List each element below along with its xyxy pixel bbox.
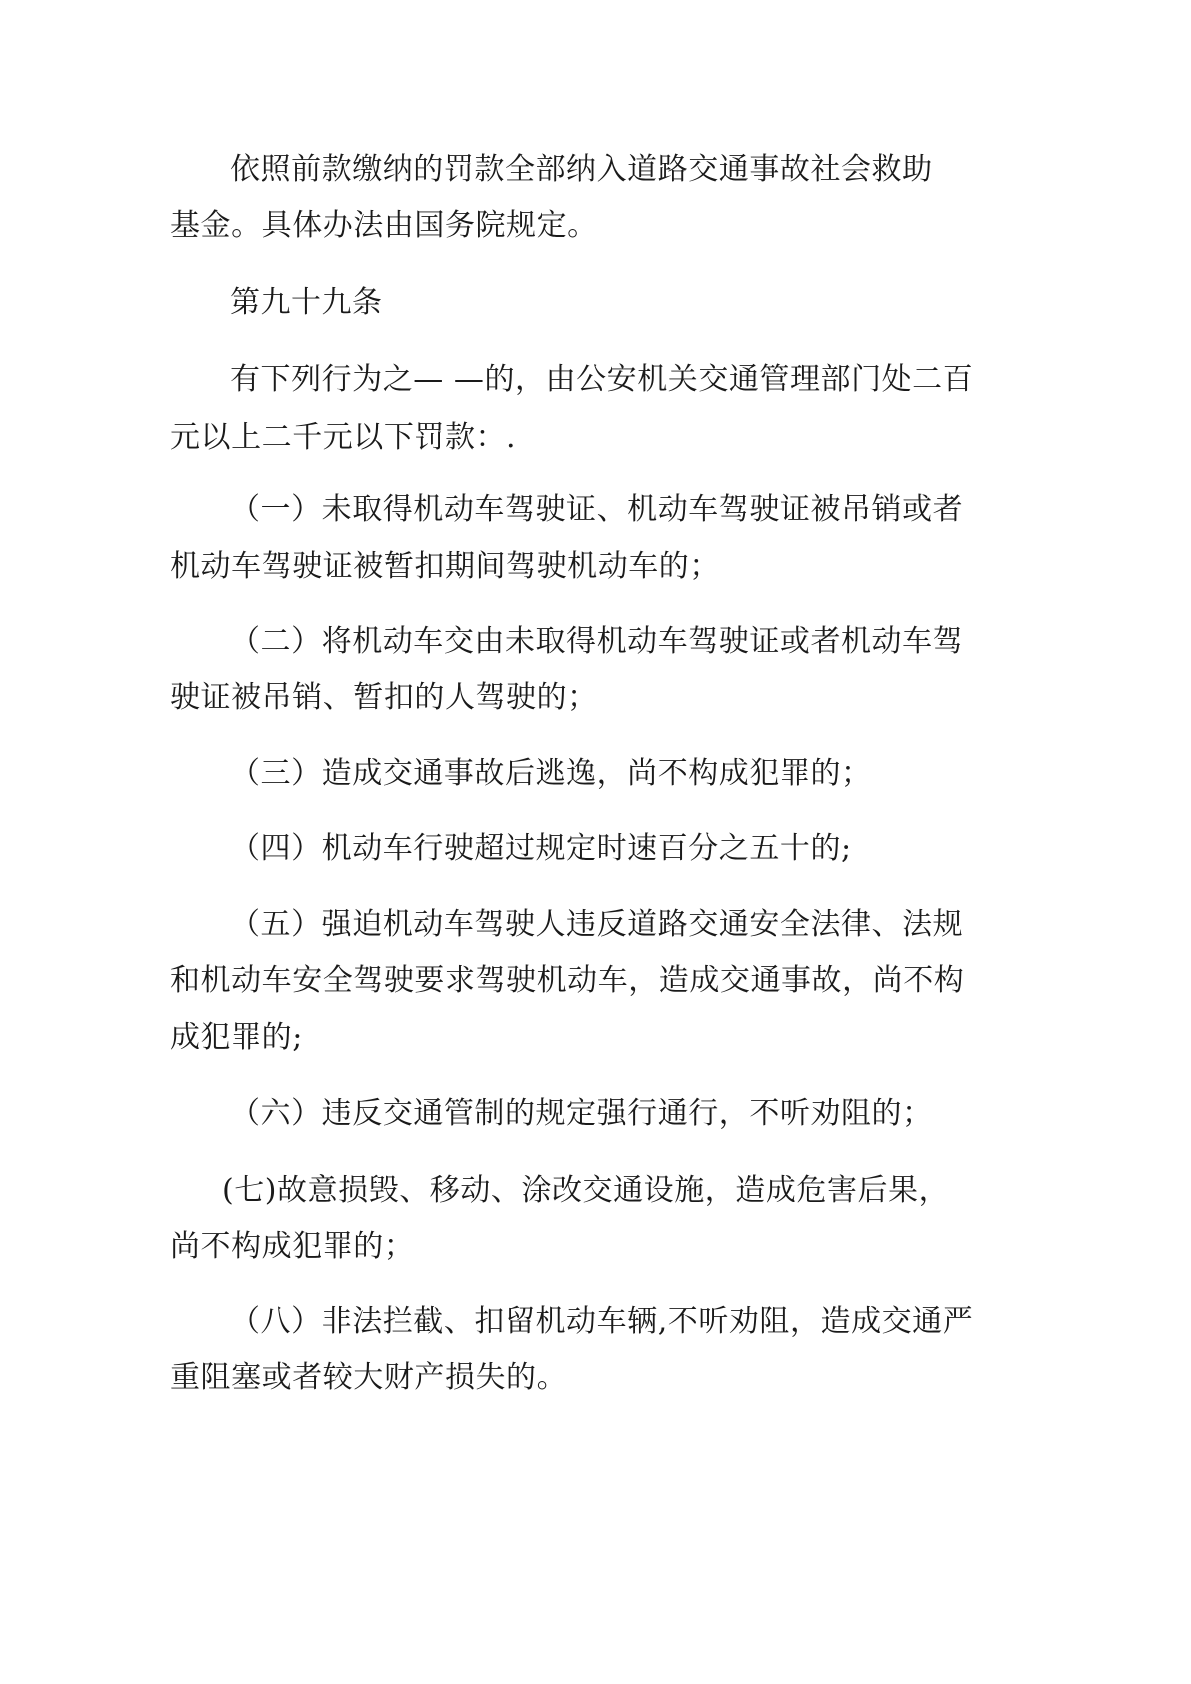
list-item-line: （五）强迫机动车驾驶人违反道路交通安全法律、法规: [230, 907, 964, 942]
list-item-line: 成犯罪的;: [170, 1020, 303, 1055]
list-item-line: （四）机动车行驶超过规定时速百分之五十的;: [230, 831, 852, 866]
list-item-line: （八）非法拦截、扣留机动车辆,不听劝阻，造成交通严: [230, 1304, 974, 1339]
paragraph-line: 依照前款缴纳的罚款全部纳入道路交通事故社会救助: [230, 152, 933, 187]
list-item-line: 和机动车安全驾驶要求驾驶机动车，造成交通事故，尚不构: [170, 963, 965, 998]
list-item-line: （一）未取得机动车驾驶证、机动车驾驶证被吊销或者: [230, 492, 964, 527]
paragraph-line: 元以上二千元以下罚款：.: [170, 420, 517, 455]
list-item-line: 驶证被吊销、暂扣的人驾驶的；: [170, 680, 598, 715]
list-item-line: （三）造成交通事故后逃逸，尚不构成犯罪的；: [230, 756, 872, 791]
list-item-line: 机动车驾驶证被暂扣期间驾驶机动车的；: [170, 549, 720, 584]
list-item-line: （六）违反交通管制的规定强行通行，不听劝阻的；: [230, 1096, 933, 1131]
paragraph-line: 有下列行为之— —的，由公安机关交通管理部门处二百: [230, 362, 974, 397]
list-item-line: (七)故意损毁、移动、涂改交通设施，造成危害后果，: [222, 1173, 950, 1208]
list-item-line: （二）将机动车交由未取得机动车驾驶证或者机动车驾: [230, 624, 964, 659]
paragraph-line: 基金。具体办法由国务院规定。: [170, 208, 598, 243]
list-item-line: 尚不构成犯罪的；: [170, 1229, 415, 1264]
list-item-line: 重阻塞或者较大财产损失的。: [170, 1360, 568, 1395]
article-heading: 第九十九条: [230, 285, 383, 320]
